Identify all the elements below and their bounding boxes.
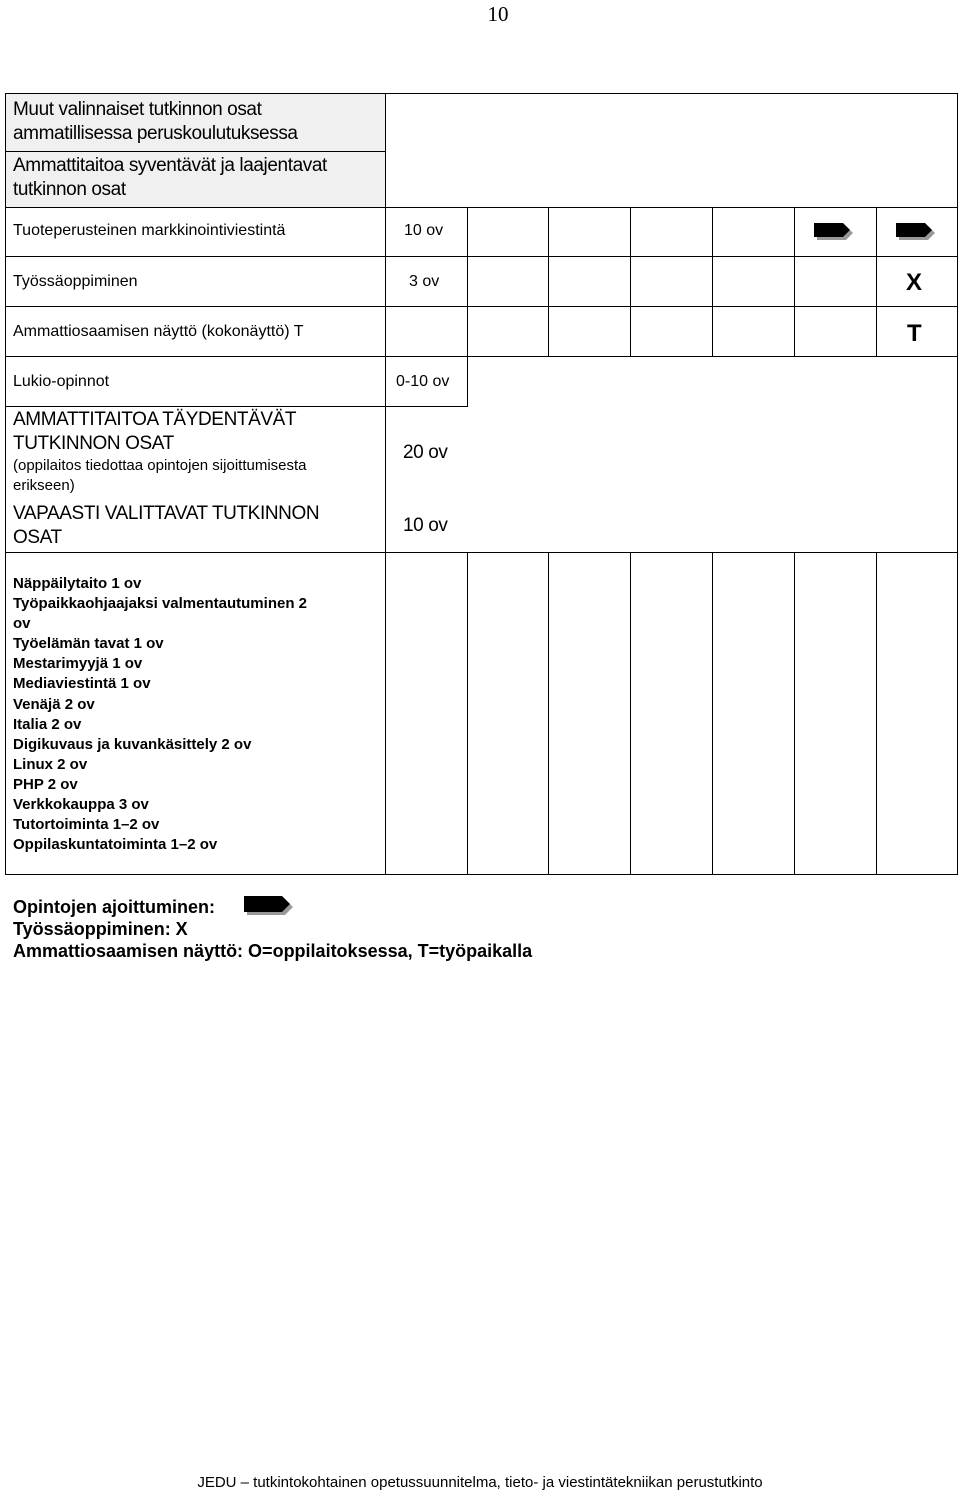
row-label-work-learning: Työssäoppiminen <box>13 273 138 290</box>
list-item: Mestarimyyjä 1 ov <box>13 655 143 673</box>
work-learning-mark: X <box>906 269 923 296</box>
complementary-heading-line: TUTKINNON OSAT <box>13 433 174 454</box>
free-choice-heading-line: VAPAASTI VALITTAVAT TUTKINNON <box>13 503 320 524</box>
legend-work-learning: Työssäoppiminen: X <box>13 919 188 939</box>
page-footer: JEDU – tutkintokohtainen opetussuunnitelma, tieto- ja viestintätekniikan perustutkinto <box>197 1474 763 1491</box>
list-item: Työpaikkaohjaajaksi valmentautuminen 2 <box>13 595 307 613</box>
complementary-note-line: erikseen) <box>13 477 75 494</box>
row-label-marketing: Tuoteperusteinen markkinointiviestintä <box>13 222 286 239</box>
complementary-credits: 20 ov <box>403 442 448 463</box>
list-item: Tutortoiminta 1–2 ov <box>13 816 160 834</box>
free-choice-section <box>13 502 319 550</box>
block-arrow-icon <box>813 222 853 242</box>
section-header-line: tutkinnon osat <box>13 179 126 200</box>
section-header-other-optional <box>13 98 298 146</box>
row-credits-work-learning: 3 ov <box>409 273 440 290</box>
section-header-line: Muut valinnaiset tutkinnon osat <box>13 99 262 120</box>
list-item: PHP 2 ov <box>13 775 78 793</box>
list-item: Italia 2 ov <box>13 715 82 733</box>
complementary-note-line: (oppilaitos tiedottaa opintojen sijoittumisesta <box>13 457 307 474</box>
row-credits-upper-secondary: 0-10 ov <box>396 373 450 390</box>
legend-demonstration: Ammattiosaamisen näyttö: O=oppilaitoksessa, T=työpaikalla <box>13 941 533 961</box>
page-number: 10 <box>487 2 509 26</box>
list-item: Työelämän tavat 1 ov <box>13 635 164 653</box>
section-header-deepening <box>13 154 327 202</box>
list-item: Näppäilytaito 1 ov <box>13 575 142 592</box>
list-item: Verkkokauppa 3 ov <box>13 796 149 814</box>
legend <box>13 896 532 962</box>
free-choice-credits: 10 ov <box>403 515 448 536</box>
list-item: Oppilaskuntatoiminta 1–2 ov <box>13 836 218 854</box>
row-credits-marketing: 10 ov <box>404 222 444 239</box>
free-choice-heading-line: OSAT <box>13 527 62 548</box>
block-arrow-icon <box>243 895 295 917</box>
section-header-line: ammatillisessa peruskoulutuksessa <box>13 123 298 144</box>
list-item: ov <box>13 615 31 633</box>
list-item: Venäjä 2 ov <box>13 695 95 713</box>
block-arrow-icon <box>895 222 935 242</box>
row-label-upper-secondary: Lukio-opinnot <box>13 373 110 390</box>
section-header-line: Ammattitaitoa syventävät ja laajentavat <box>13 155 327 176</box>
list-item: Linux 2 ov <box>13 755 88 773</box>
legend-timing: Opintojen ajoittuminen: <box>13 897 215 917</box>
list-item: Digikuvaus ja kuvankäsittely 2 ov <box>13 735 252 753</box>
skills-demo-mark: T <box>907 320 922 347</box>
list-item: Mediaviestintä 1 ov <box>13 675 151 693</box>
elective-course-list <box>13 574 307 855</box>
complementary-section <box>13 408 307 496</box>
complementary-heading-line: AMMATTITAITOA TÄYDENTÄVÄT <box>13 409 297 430</box>
row-label-skills-demo: Ammattiosaamisen näyttö (kokonäyttö) T <box>13 323 304 340</box>
